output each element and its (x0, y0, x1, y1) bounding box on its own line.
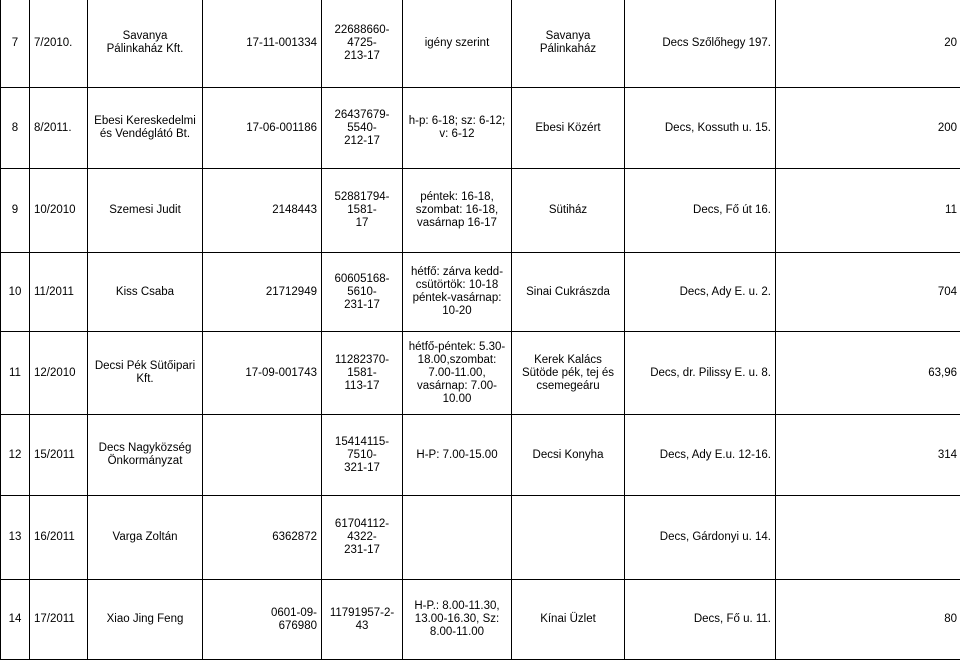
table-row (1, 415, 960, 496)
permit-date: 10/2010 (34, 204, 76, 217)
opening-hours-cell (403, 253, 512, 332)
floor-area-cell (776, 332, 960, 415)
shop-name-cell (512, 332, 625, 415)
permit-date-cell (30, 169, 88, 253)
floor-area-cell (776, 0, 960, 88)
shop-address: Decs, Gárdonyi u. 14. (660, 531, 771, 544)
opening-hours: H-P: 7.00-15.00 (416, 449, 497, 462)
opening-hours: h-p: 6-18; sz: 6-12; v: 6-12 (409, 115, 506, 141)
floor-area: 80 (944, 613, 957, 626)
row-number-cell (1, 580, 30, 660)
tax-number: 22688660-4725- 213-17 (326, 24, 398, 63)
registration-number: 21712949 (266, 286, 317, 299)
floor-area-cell (776, 88, 960, 169)
permit-date: 16/2011 (34, 531, 75, 544)
shop-address-cell (625, 253, 776, 332)
opening-hours: péntek: 16-18, szombat: 16-18, vasárnap 16-17 (416, 191, 498, 230)
opening-hours-cell (403, 415, 512, 496)
tax-number-cell (322, 496, 403, 580)
operator-name: Varga Zoltán (113, 531, 178, 544)
shop-name: Sütiház (549, 204, 587, 217)
tax-number: 52881794-1581- 17 (326, 191, 398, 230)
shop-address: Decs, Fő u. 11. (694, 613, 771, 626)
shop-name-cell (512, 496, 625, 580)
shop-name: Savanya Pálinkaház (540, 30, 596, 56)
opening-hours: hétfő-péntek: 5.30- 18.00,szombat: 7.00-11.00, vasárnap: 7.00- 10.00 (409, 341, 506, 406)
floor-area-cell (776, 169, 960, 253)
operator-name-cell (88, 580, 203, 660)
registration-number: 17-06-001186 (246, 122, 317, 135)
tax-number-cell (322, 0, 403, 88)
operator-name-cell (88, 415, 203, 496)
shop-name-cell (512, 169, 625, 253)
registration-number-cell (203, 415, 322, 496)
shop-address: Decs, Ady E. u. 2. (680, 286, 771, 299)
tax-number-cell (322, 580, 403, 660)
operator-name: Ebesi Kereskedelmi és Vendéglátó Bt. (94, 115, 196, 141)
permit-date: 8/2011. (34, 122, 72, 135)
shop-address-cell (625, 415, 776, 496)
operator-name-cell (88, 253, 203, 332)
opening-hours-cell (403, 580, 512, 660)
row-number-cell (1, 415, 30, 496)
row-number: 9 (12, 204, 18, 217)
opening-hours-cell (403, 332, 512, 415)
table-row (1, 496, 960, 580)
opening-hours: H-P.: 8.00-11.30, 13.00-16.30, Sz: 8.00-11.00 (414, 600, 499, 639)
permit-date-cell (30, 415, 88, 496)
row-number: 12 (9, 449, 22, 462)
tax-number: 15414115-7510- 321-17 (326, 436, 398, 475)
tax-number-cell (322, 253, 403, 332)
permit-date-cell (30, 332, 88, 415)
operator-name: Szemesi Judit (109, 204, 181, 217)
registration-number-cell (203, 88, 322, 169)
shop-name-cell (512, 253, 625, 332)
shop-address: Decs, Fő út 16. (693, 204, 771, 217)
opening-hours-cell (403, 169, 512, 253)
opening-hours: hétfő: zárva kedd- csütörtök: 10-18 péntek-vasárnap: 10-20 (411, 266, 503, 318)
row-number: 14 (9, 613, 22, 626)
operator-name-cell (88, 169, 203, 253)
opening-hours-cell (403, 496, 512, 580)
row-number: 13 (9, 531, 22, 544)
shop-name-cell (512, 0, 625, 88)
row-number-cell (1, 496, 30, 580)
tax-number: 61704112-4322- 231-17 (326, 518, 398, 557)
registration-number-cell (203, 496, 322, 580)
floor-area: 704 (938, 286, 957, 299)
shop-address-cell (625, 496, 776, 580)
floor-area: 20 (944, 37, 957, 50)
operator-name: Savanya Pálinkaház Kft. (107, 30, 184, 56)
row-number: 7 (12, 37, 18, 50)
shop-name: Kínai Üzlet (540, 613, 596, 626)
operator-name-cell (88, 0, 203, 88)
shop-address-cell (625, 0, 776, 88)
shop-name: Sinai Cukrászda (526, 286, 610, 299)
operator-name-cell (88, 88, 203, 169)
row-number-cell (1, 332, 30, 415)
shop-name: Decsi Konyha (533, 449, 604, 462)
tax-number-cell (322, 88, 403, 169)
shop-name-cell (512, 580, 625, 660)
opening-hours-cell (403, 88, 512, 169)
tax-number-cell (322, 332, 403, 415)
tax-number: 26437679-5540- 212-17 (326, 109, 398, 148)
opening-hours: igény szerint (425, 37, 490, 50)
registration-number-cell (203, 580, 322, 660)
floor-area-cell (776, 253, 960, 332)
shop-name-cell (512, 415, 625, 496)
permit-date-cell (30, 496, 88, 580)
registration-number: 17-11-001334 (246, 37, 317, 50)
shop-address-cell (625, 580, 776, 660)
shop-name-cell (512, 88, 625, 169)
registration-number-cell (203, 332, 322, 415)
floor-area-cell (776, 580, 960, 660)
floor-area-cell (776, 415, 960, 496)
operator-name: Kiss Csaba (116, 286, 174, 299)
shop-address: Decs, Ady E.u. 12-16. (660, 449, 771, 462)
floor-area: 11 (945, 204, 957, 217)
table-row (1, 332, 960, 415)
registration-number-cell (203, 169, 322, 253)
operator-name: Xiao Jing Feng (107, 613, 184, 626)
tax-number: 60605168-5610- 231-17 (326, 273, 398, 312)
row-number-cell (1, 88, 30, 169)
table-row (1, 88, 960, 169)
permit-date: 7/2010. (34, 37, 72, 50)
shop-address-cell (625, 88, 776, 169)
table-row (1, 580, 960, 660)
registration-number: 6362872 (272, 531, 317, 544)
floor-area: 200 (938, 122, 957, 135)
shop-address: Decs, Kossuth u. 15. (665, 122, 771, 135)
floor-area-cell (776, 496, 960, 580)
row-number: 11 (9, 367, 21, 380)
operator-name-cell (88, 496, 203, 580)
table-row (1, 253, 960, 332)
permit-date: 17/2011 (34, 613, 75, 626)
row-number: 10 (9, 286, 22, 299)
registration-number: 17-09-001743 (245, 367, 317, 380)
opening-hours-cell (403, 0, 512, 88)
table-row (1, 169, 960, 253)
operator-name: Decs Nagyközség Önkormányzat (99, 442, 192, 468)
floor-area: 314 (938, 449, 957, 462)
operator-name: Decsi Pék Sütőipari Kft. (95, 360, 195, 386)
table-row (1, 0, 960, 88)
tax-number: 11282370-1581- 113-17 (326, 354, 398, 393)
floor-area: 63,96 (928, 367, 957, 380)
registration-number-cell (203, 0, 322, 88)
row-number-cell (1, 253, 30, 332)
registration-number: 2148443 (272, 204, 317, 217)
tax-number-cell (322, 169, 403, 253)
permit-date-cell (30, 580, 88, 660)
shop-name: Ebesi Közért (535, 122, 600, 135)
permit-date-cell (30, 0, 88, 88)
permit-date: 15/2011 (34, 449, 75, 462)
row-number-cell (1, 169, 30, 253)
row-number-cell (1, 0, 30, 88)
permit-date: 12/2010 (34, 367, 76, 380)
shop-address-cell (625, 169, 776, 253)
shop-address: Decs, dr. Pilissy E. u. 8. (650, 367, 771, 380)
permit-date-cell (30, 88, 88, 169)
permit-date-cell (30, 253, 88, 332)
registration-number: 0601-09- 676980 (271, 607, 317, 633)
permit-date: 11/2011 (34, 286, 74, 299)
shop-address-cell (625, 332, 776, 415)
operator-name-cell (88, 332, 203, 415)
shop-name: Kerek Kalács Sütöde pék, tej és csemegeáru (522, 354, 614, 393)
row-number: 8 (12, 122, 18, 135)
shop-address: Decs Szőlőhegy 197. (662, 37, 771, 50)
tax-number: 11791957-2-43 (326, 607, 398, 633)
registration-number-cell (203, 253, 322, 332)
tax-number-cell (322, 415, 403, 496)
